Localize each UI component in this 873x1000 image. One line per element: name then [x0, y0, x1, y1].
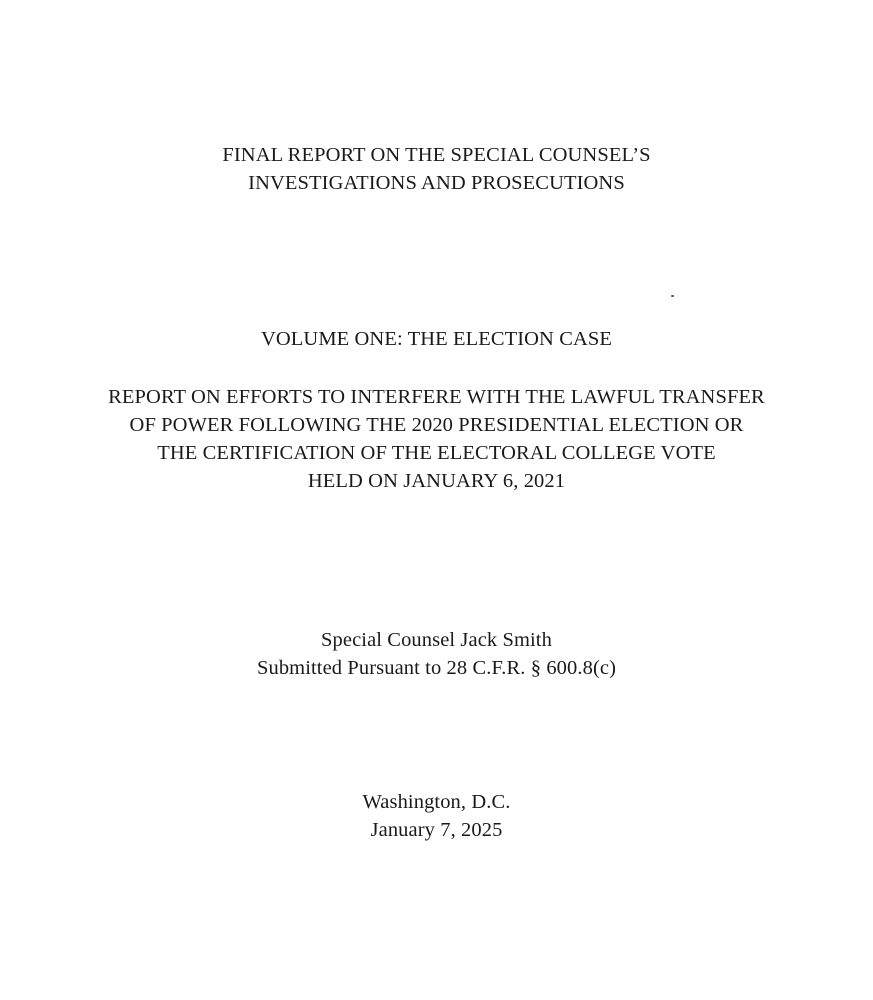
volume-heading [0, 325, 873, 353]
report-title [0, 141, 873, 197]
report-subject [0, 383, 873, 495]
volume-heading-text: VOLUME ONE: THE ELECTION CASE [261, 328, 612, 350]
report-subject-line: HELD ON JANUARY 6, 2021 [307, 470, 566, 492]
report-subject-line: THE CERTIFICATION OF THE ELECTORAL COLLEGE VOTE [157, 442, 716, 464]
report-subject-line: OF POWER FOLLOWING THE 2020 PRESIDENTIAL ELECTION OR [129, 414, 744, 436]
report-title-line: FINAL REPORT ON THE SPECIAL COUNSEL’S [222, 144, 651, 166]
scan-speck [671, 295, 674, 297]
report-title-line: INVESTIGATIONS AND PROSECUTIONS [248, 172, 625, 194]
date: January 7, 2025 [370, 819, 503, 841]
report-subject-line: REPORT ON EFFORTS TO INTERFERE WITH THE LAWFUL TRANSFER [108, 386, 765, 408]
place-and-date [0, 788, 873, 844]
author-attribution [0, 626, 873, 682]
place: Washington, D.C. [362, 791, 511, 813]
submission-authority: Submitted Pursuant to 28 C.F.R. § 600.8(c) [256, 657, 617, 679]
author-name: Special Counsel Jack Smith [321, 629, 552, 651]
